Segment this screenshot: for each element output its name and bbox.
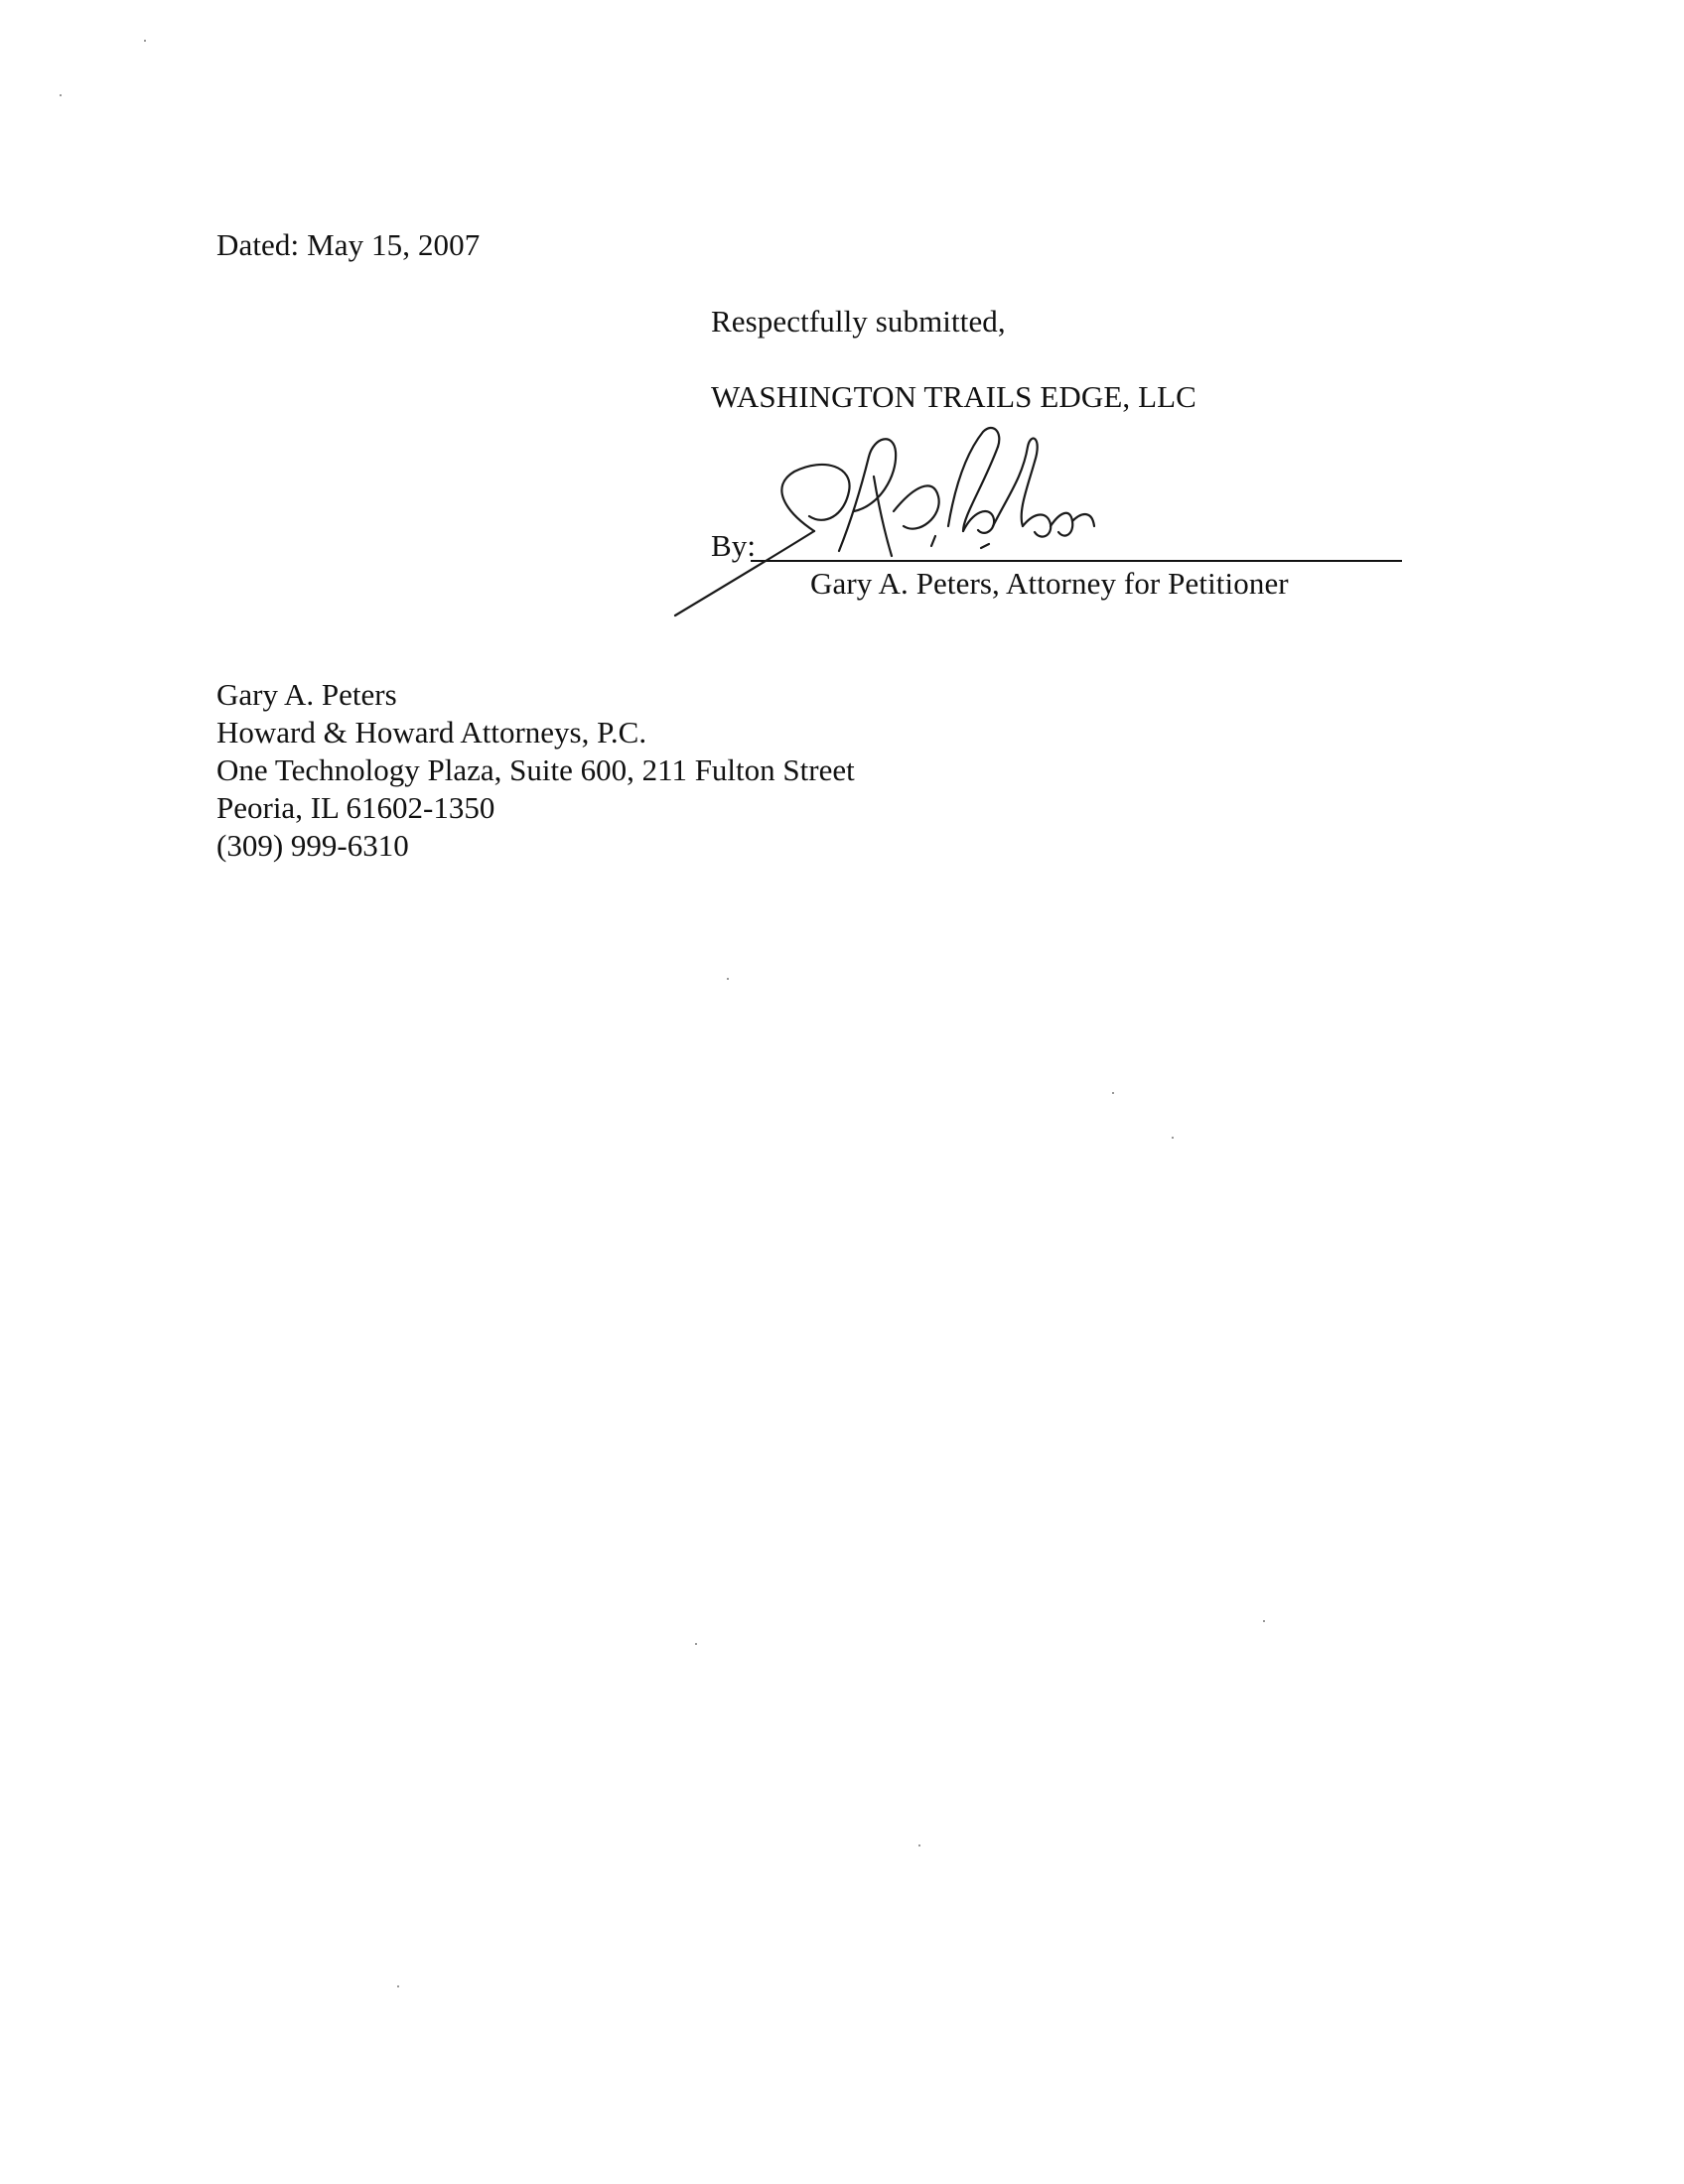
scan-speck	[918, 1844, 920, 1846]
handwritten-signature	[665, 417, 1142, 635]
scan-speck	[60, 94, 62, 96]
dated-line: Dated: May 15, 2007	[216, 227, 481, 262]
phone-number: (309) 999-6310	[216, 828, 409, 863]
company-name: WASHINGTON TRAILS EDGE, LLC	[711, 379, 1196, 414]
attorney-name: Gary A. Peters	[216, 677, 397, 712]
attorney-address-block	[216, 676, 855, 865]
closing-line: Respectfully submitted,	[711, 304, 1006, 339]
firm-name: Howard & Howard Attorneys, P.C.	[216, 715, 647, 750]
scan-speck	[727, 978, 729, 980]
signer-caption: Gary A. Peters, Attorney for Petitioner	[810, 566, 1289, 601]
scan-speck	[1263, 1620, 1265, 1622]
scan-speck	[695, 1643, 697, 1645]
scan-speck	[397, 1985, 399, 1987]
scan-speck	[1112, 1092, 1114, 1094]
city-state-zip: Peoria, IL 61602-1350	[216, 790, 495, 825]
by-label: By:	[711, 528, 757, 563]
street-address: One Technology Plaza, Suite 600, 211 Fulton Street	[216, 752, 855, 787]
scan-speck	[1172, 1137, 1174, 1139]
signature-line	[751, 560, 1402, 562]
scan-speck	[144, 40, 146, 42]
